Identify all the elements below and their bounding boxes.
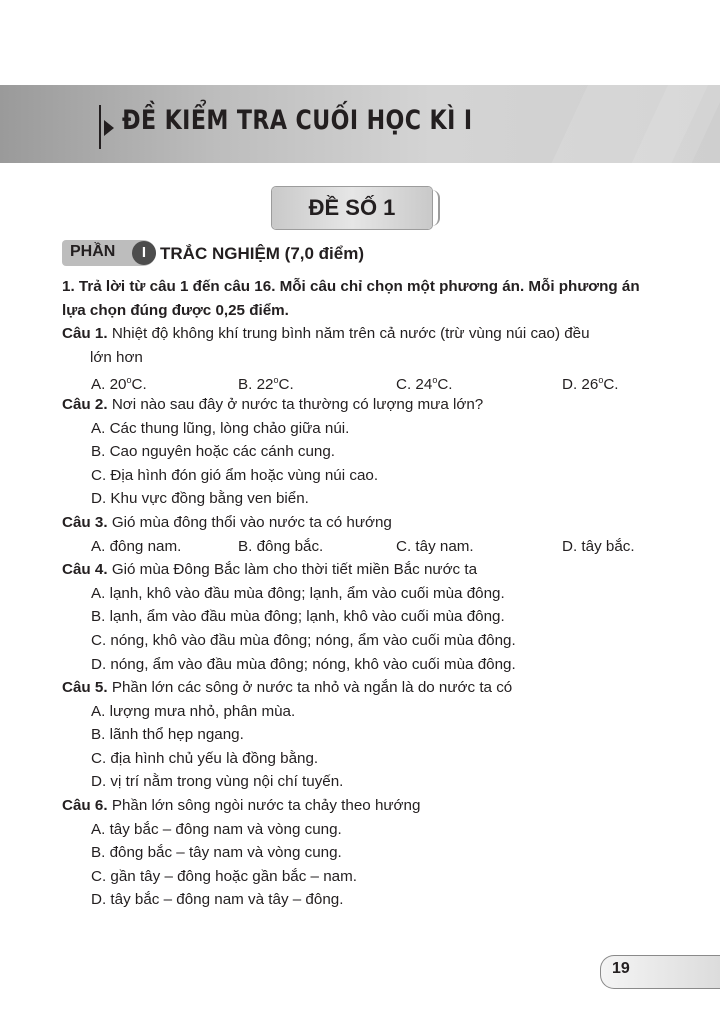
question-label: Câu 3. bbox=[62, 513, 108, 531]
option: B. lãnh thổ hẹp ngang. bbox=[91, 726, 244, 744]
chapter-banner bbox=[0, 85, 720, 163]
question bbox=[62, 393, 662, 511]
option: A. lượng mưa nhỏ, phân mùa. bbox=[91, 702, 296, 720]
play-arrow-icon bbox=[104, 120, 114, 136]
question-label: Câu 2. bbox=[62, 395, 108, 413]
section-title: TRẮC NGHIỆM (7,0 điểm) bbox=[160, 244, 365, 263]
question bbox=[62, 511, 662, 558]
question-list bbox=[62, 275, 662, 912]
options-row bbox=[62, 369, 662, 393]
question-label: Câu 5. bbox=[62, 679, 108, 697]
question bbox=[62, 558, 662, 676]
question-stem: Nơi nào sau đây ở nước ta thường có lượng mưa lớn? bbox=[111, 395, 484, 413]
option: D. 26$^o$C. bbox=[562, 375, 619, 394]
banner-divider bbox=[99, 105, 101, 149]
question-stem: Phần lớn sông ngòi nước ta chảy theo hướng bbox=[111, 797, 421, 815]
option: C. địa hình chủ yếu là đồng bằng. bbox=[91, 749, 319, 767]
question bbox=[62, 322, 662, 393]
question-stem: Gió mùa Đông Bắc làm cho thời tiết miền Bắc nước ta bbox=[111, 561, 478, 579]
option: B. 22$^o$C. bbox=[238, 375, 294, 394]
options-row bbox=[62, 535, 662, 559]
option: B. đông bắc. bbox=[238, 537, 324, 555]
option: D. Khu vực đồng bằng ven biển. bbox=[91, 490, 309, 508]
question-label: Câu 6. bbox=[62, 797, 108, 815]
option: B. đông bắc – tây nam và vòng cung. bbox=[91, 844, 342, 862]
question bbox=[62, 794, 662, 912]
option: C. nóng, khô vào đầu mùa đông; nóng, ẩm vào cuối mùa đông. bbox=[91, 631, 516, 649]
question-label: Câu 1. bbox=[62, 325, 108, 343]
option: B. lạnh, ẩm vào đầu mùa đông; lạnh, khô vào cuối mùa đông. bbox=[91, 608, 505, 626]
question-stem: Phần lớn các sông ở nước ta nhỏ và ngắn là do nước ta có bbox=[111, 679, 513, 697]
question-label: Câu 4. bbox=[62, 561, 108, 579]
exam-title: ĐỀ SỐ 1 bbox=[272, 187, 432, 229]
option: C. tây nam. bbox=[396, 537, 474, 555]
chapter-title: ĐỀ KIỂM TRA CUỐI HỌC KÌ I bbox=[122, 105, 473, 136]
option: C. gần tây – đông hoặc gần bắc – nam. bbox=[91, 867, 357, 885]
option: D. tây bắc. bbox=[562, 537, 635, 555]
option: A. lạnh, khô vào đầu mùa đông; lạnh, ẩm vào cuối mùa đông. bbox=[91, 584, 505, 602]
question-stem: Gió mùa đông thổi vào nước ta có hướng bbox=[111, 513, 392, 531]
question-stem-continued: lớn hơn bbox=[90, 348, 143, 366]
option: D. nóng, ẩm vào đầu mùa đông; nóng, khô vào cuối mùa đông. bbox=[91, 655, 516, 673]
question bbox=[62, 676, 662, 794]
section-label: PHẦN bbox=[70, 243, 116, 260]
option: A. 20$^o$C. bbox=[91, 375, 147, 394]
option: A. Các thung lũng, lòng chảo giữa núi. bbox=[91, 419, 350, 437]
option: B. Cao nguyên hoặc các cánh cung. bbox=[91, 443, 336, 461]
option: C. 24$^o$C. bbox=[396, 375, 453, 394]
question-stem: Nhiệt độ không khí trung bình năm trên cả nước (trừ vùng núi cao) đều bbox=[111, 325, 590, 343]
option: C. Địa hình đón gió ẩm hoặc vùng núi cao. bbox=[91, 466, 379, 484]
page-number: 19 bbox=[612, 960, 630, 977]
option: D. tây bắc – đông nam và tây – đông. bbox=[91, 891, 344, 909]
option: A. đông nam. bbox=[91, 537, 182, 555]
section-number: I bbox=[132, 241, 156, 265]
instructions: 1. Trả lời từ câu 1 đến câu 16. Mỗi câu chỉ chọn một phương án. Mỗi phương án lựa chọn đúng được 0,25 điểm. bbox=[62, 278, 640, 319]
option: D. vị trí nằm trong vùng nội chí tuyến. bbox=[91, 773, 344, 791]
exam-title-bracket bbox=[428, 190, 440, 226]
option: A. tây bắc – đông nam và vòng cung. bbox=[91, 820, 342, 838]
